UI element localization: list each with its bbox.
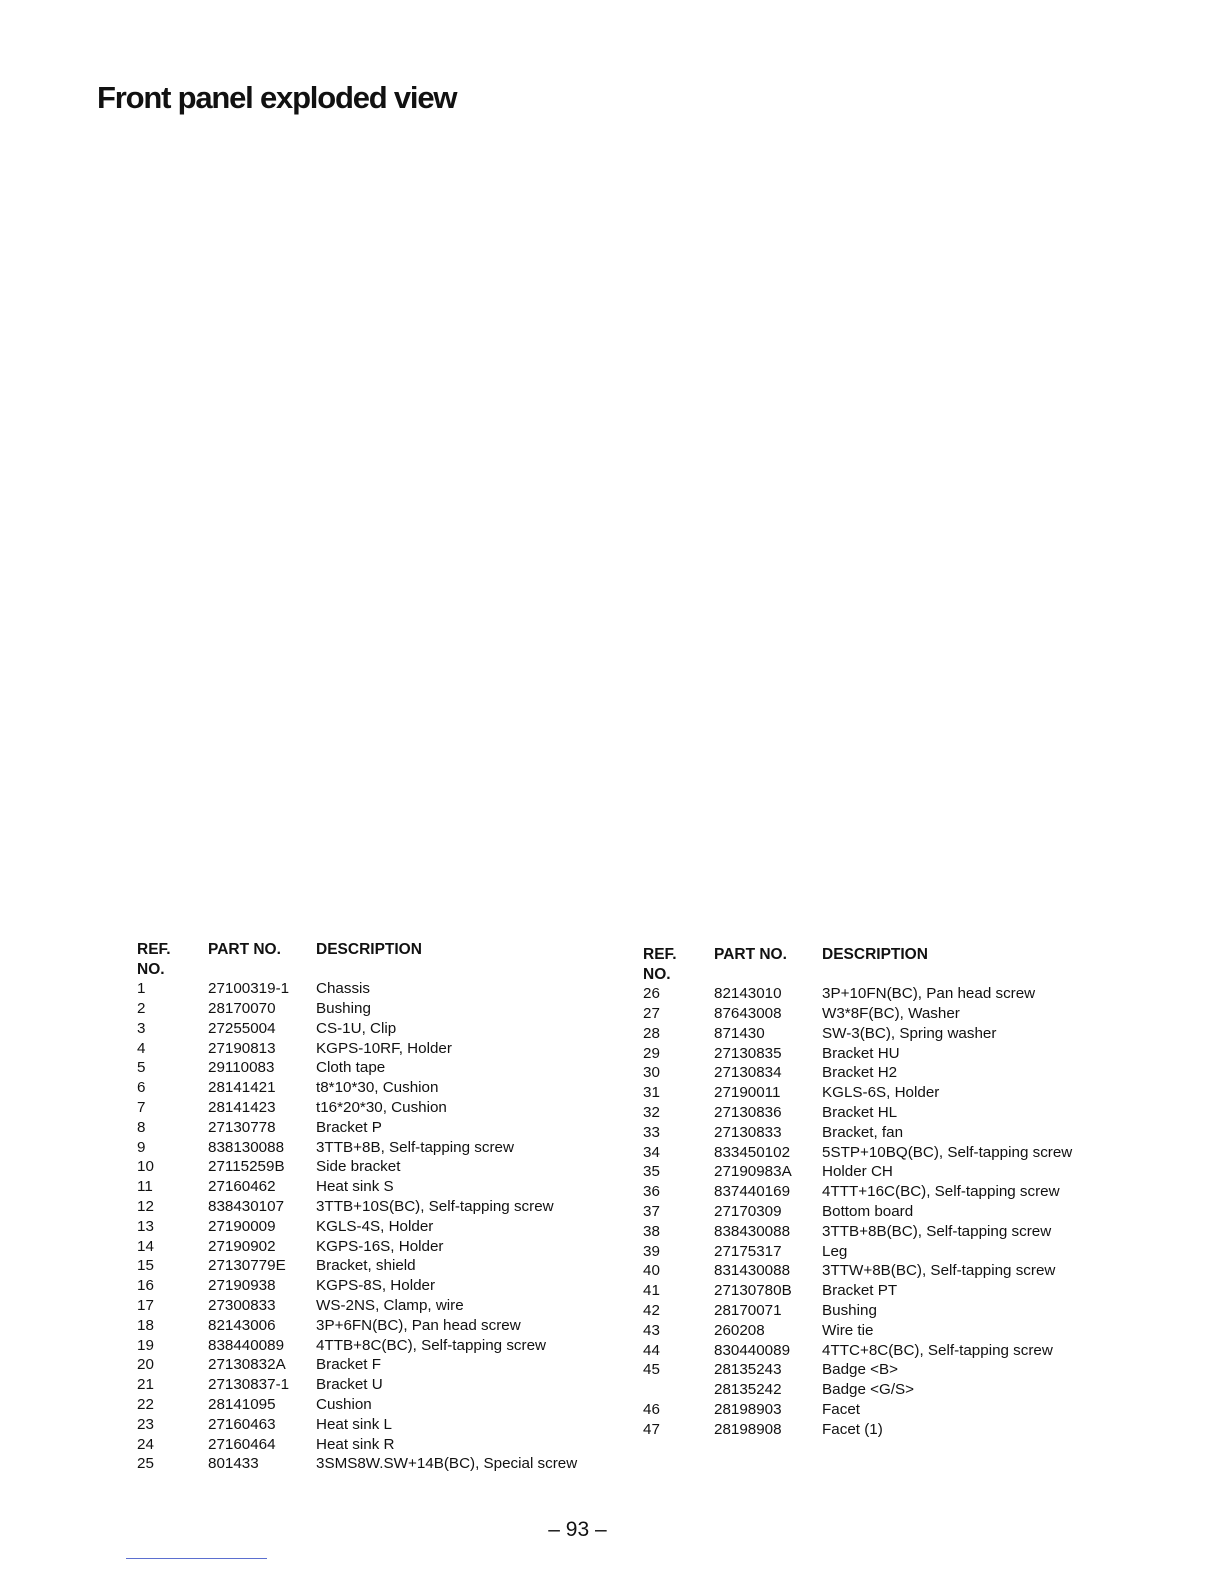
ref-no-cell: 13 [137, 1217, 154, 1235]
ref-no-cell: 32 [643, 1103, 660, 1121]
ref-no-cell: 41 [643, 1282, 660, 1300]
part-no-cell: 27160464 [208, 1435, 276, 1453]
part-no-cell: 27130780B [714, 1282, 792, 1300]
ref-no-cell: 2 [137, 999, 146, 1017]
part-no-cell: 838130088 [208, 1138, 285, 1156]
table-row [137, 1197, 606, 1217]
description-cell: KGPS-16S, Holder [316, 1237, 444, 1255]
parts-list-body-left [137, 979, 606, 1474]
part-no-cell: 28198908 [714, 1420, 782, 1438]
table-row [643, 984, 1112, 1004]
ref-no-cell: 42 [643, 1301, 660, 1319]
part-no-cell: 27130834 [714, 1064, 782, 1082]
ref-no-cell: 40 [643, 1262, 660, 1280]
part-no-cell: 27130832A [208, 1356, 286, 1374]
description-cell: Chassis [316, 980, 371, 998]
description-cell: 3SMS8W.SW+14B(BC), Special screw [316, 1455, 578, 1473]
ref-no-cell: 37 [643, 1202, 660, 1220]
table-row [137, 1296, 606, 1316]
description-cell: 4TTC+8C(BC), Self-tapping screw [822, 1341, 1053, 1359]
page-number: – 93 – [548, 1518, 607, 1541]
ref-no-cell: 35 [643, 1163, 660, 1181]
ref-no-cell: 47 [643, 1420, 660, 1438]
part-no-cell: 830440089 [714, 1341, 791, 1359]
table-row [643, 1321, 1112, 1341]
description-cell: Heat sink L [316, 1415, 392, 1433]
ref-no-header [643, 945, 714, 984]
description-cell: t16*20*30, Cushion [316, 1098, 447, 1116]
part-no-cell: 27160462 [208, 1178, 276, 1196]
description-cell: W3*8F(BC), Washer [822, 1004, 960, 1022]
part-no-cell: 28170070 [208, 999, 276, 1017]
ref-no-cell: 39 [643, 1242, 660, 1260]
ref-no-cell: 24 [137, 1435, 154, 1453]
ref-no-cell: 28 [643, 1024, 660, 1042]
description-cell: Bracket P [316, 1118, 382, 1136]
description-cell: t8*10*30, Cushion [316, 1079, 439, 1097]
ref-no-cell: 17 [137, 1296, 154, 1314]
description-cell: KGPS-8S, Holder [316, 1277, 436, 1295]
description-cell: Bracket PT [822, 1282, 898, 1300]
table-row [643, 1083, 1112, 1103]
description-cell: WS-2NS, Clamp, wire [316, 1296, 464, 1314]
part-no-header: PART NO. [714, 946, 787, 963]
part-no-cell: 27190813 [208, 1039, 276, 1057]
ref-no-cell: 34 [643, 1143, 660, 1161]
part-no-cell: 82143010 [714, 985, 782, 1003]
description-cell: Heat sink R [316, 1435, 395, 1453]
ref-no-cell: 1 [137, 980, 146, 998]
table-row [643, 1400, 1112, 1420]
ref-no-cell: 15 [137, 1257, 154, 1275]
table-row [643, 1162, 1112, 1182]
table-row [137, 1395, 606, 1415]
description-cell: Bracket F [316, 1356, 381, 1374]
ref-no-cell: 27 [643, 1004, 660, 1022]
parts-list-body-right [643, 984, 1112, 1439]
description-cell: Bracket, fan [822, 1123, 904, 1141]
part-no-cell: 838430088 [714, 1222, 791, 1240]
ref-no-cell: 38 [643, 1222, 660, 1240]
table-row [137, 1454, 606, 1474]
table-row [137, 1078, 606, 1098]
part-no-cell: 27100319-1 [208, 980, 290, 998]
description-cell: Holder CH [822, 1163, 893, 1181]
table-row [643, 1242, 1112, 1262]
table-row [643, 1222, 1112, 1242]
parts-list-table-left [137, 940, 606, 1474]
description-cell: Bracket H2 [822, 1064, 898, 1082]
table-row [643, 1063, 1112, 1083]
table-row [137, 1217, 606, 1237]
ref-no-cell: 30 [643, 1064, 660, 1082]
table-row [137, 1435, 606, 1455]
part-no-cell: 27130779E [208, 1257, 286, 1275]
ref-no-cell: 45 [643, 1361, 660, 1379]
description-cell: Bracket HL [822, 1103, 898, 1121]
description-cell: Badge <B> [822, 1361, 899, 1379]
description-cell: Leg [822, 1242, 848, 1260]
part-no-cell: 28141421 [208, 1079, 276, 1097]
table-row [643, 1024, 1112, 1044]
ref-no-cell [643, 1380, 714, 1400]
table-row [137, 1375, 606, 1395]
ref-no-cell: 20 [137, 1356, 154, 1374]
ref-no-cell: 44 [643, 1341, 660, 1359]
part-no-cell: 801433 [208, 1455, 259, 1473]
description-cell: 5STP+10BQ(BC), Self-tapping screw [822, 1143, 1073, 1161]
ref-no-cell: 8 [137, 1118, 146, 1136]
description-cell: Wire tie [822, 1321, 874, 1339]
no-header-label: NO. [137, 960, 165, 978]
description-cell: 3TTB+8B(BC), Self-tapping screw [822, 1222, 1052, 1240]
table-row [137, 1316, 606, 1336]
table-row [137, 1336, 606, 1356]
table-row [137, 1256, 606, 1276]
part-no-cell: 27130833 [714, 1123, 782, 1141]
part-no-cell: 27115259B [208, 1158, 285, 1176]
part-no-cell: 27190902 [208, 1237, 276, 1255]
part-no-cell: 29110083 [208, 1059, 275, 1077]
part-no-cell: 27130836 [714, 1103, 782, 1121]
page-title: Front panel exploded view [97, 80, 457, 115]
description-cell: 4TTT+16C(BC), Self-tapping screw [822, 1183, 1060, 1201]
part-no-cell: 27190938 [208, 1277, 276, 1295]
description-cell: Facet (1) [822, 1420, 883, 1438]
ref-no-cell: 21 [137, 1376, 154, 1394]
description-cell: Bottom board [822, 1202, 914, 1220]
ref-no-cell: 19 [137, 1336, 154, 1354]
part-no-cell: 27130835 [714, 1044, 782, 1062]
no-header-label: NO. [643, 965, 671, 983]
bottom-rule [126, 1558, 267, 1559]
description-cell: Bracket HU [822, 1044, 900, 1062]
table-row [137, 1276, 606, 1296]
table-row [643, 1143, 1112, 1163]
part-no-cell: 27170309 [714, 1202, 782, 1220]
table-row [643, 1281, 1112, 1301]
table-row [137, 1415, 606, 1435]
part-no-cell: 28170071 [714, 1301, 782, 1319]
description-cell: KGPS-10RF, Holder [316, 1039, 452, 1057]
description-cell: Cloth tape [316, 1059, 386, 1077]
description-cell: 3TTB+10S(BC), Self-tapping screw [316, 1197, 554, 1215]
part-no-cell: 260208 [714, 1321, 765, 1339]
table-row [137, 979, 606, 999]
description-header: DESCRIPTION [822, 946, 928, 963]
part-no-cell: 831430088 [714, 1262, 791, 1280]
part-no-cell: 28135243 [714, 1361, 782, 1379]
description-cell: 3P+6FN(BC), Pan head screw [316, 1316, 521, 1334]
table-row [137, 1019, 606, 1039]
ref-no-header [137, 940, 208, 979]
ref-no-cell: 25 [137, 1455, 154, 1473]
description-cell: Bracket, shield [316, 1257, 416, 1275]
ref-no-cell: 46 [643, 1400, 660, 1418]
ref-no-cell: 23 [137, 1415, 154, 1433]
part-no-cell: 838440089 [208, 1336, 285, 1354]
table-row [137, 1177, 606, 1197]
table-row [643, 1103, 1112, 1123]
ref-no-cell: 43 [643, 1321, 660, 1339]
table-row [137, 1355, 606, 1375]
description-cell: KGLS-4S, Holder [316, 1217, 434, 1235]
description-cell: Bushing [316, 999, 371, 1017]
ref-no-cell: 18 [137, 1316, 154, 1334]
description-cell: Side bracket [316, 1158, 401, 1176]
ref-no-cell: 26 [643, 985, 660, 1003]
table-row [643, 1360, 1112, 1380]
part-no-cell: 27190983A [714, 1163, 792, 1181]
ref-no-cell: 3 [137, 1019, 146, 1037]
table-row [643, 1044, 1112, 1064]
ref-no-cell: 7 [137, 1098, 146, 1116]
ref-no-cell: 22 [137, 1395, 154, 1413]
part-no-cell: 87643008 [714, 1004, 782, 1022]
table-header-row [643, 945, 1112, 984]
part-no-header: PART NO. [208, 941, 281, 958]
ref-no-cell: 10 [137, 1158, 154, 1176]
description-cell: Bracket U [316, 1376, 383, 1394]
ref-no-cell: 29 [643, 1044, 660, 1062]
table-header-row [137, 940, 606, 979]
description-cell: Bushing [822, 1301, 877, 1319]
table-row [643, 1182, 1112, 1202]
table-row [137, 1237, 606, 1257]
part-no-cell: 28198903 [714, 1400, 782, 1418]
ref-header-label: REF. [643, 946, 677, 963]
part-no-cell: 27130778 [208, 1118, 276, 1136]
ref-no-cell: 16 [137, 1277, 154, 1295]
ref-no-cell: 6 [137, 1079, 146, 1097]
description-cell: Facet [822, 1400, 860, 1418]
description-cell: Heat sink S [316, 1178, 394, 1196]
part-no-cell: 27255004 [208, 1019, 276, 1037]
part-no-cell: 27190009 [208, 1217, 276, 1235]
part-no-cell: 82143006 [208, 1316, 276, 1334]
part-no-cell: 871430 [714, 1024, 765, 1042]
ref-no-cell: 4 [137, 1039, 146, 1057]
description-cell: 3P+10FN(BC), Pan head screw [822, 985, 1036, 1003]
parts-list-table-right [643, 945, 1112, 1440]
table-row [137, 999, 606, 1019]
ref-no-cell: 31 [643, 1084, 660, 1102]
description-cell: Cushion [316, 1395, 372, 1413]
ref-no-cell: 36 [643, 1183, 660, 1201]
table-row [137, 1098, 606, 1118]
table-row [643, 1261, 1112, 1281]
part-no-cell: 28135242 [714, 1381, 782, 1399]
table-row [643, 1301, 1112, 1321]
table-row [643, 1380, 1112, 1400]
part-no-cell: 27300833 [208, 1296, 276, 1314]
table-row [643, 1202, 1112, 1222]
table-row [137, 1138, 606, 1158]
ref-no-cell: 14 [137, 1237, 154, 1255]
table-row [643, 1420, 1112, 1440]
table-row [137, 1118, 606, 1138]
part-no-cell: 27130837-1 [208, 1376, 290, 1394]
description-cell: KGLS-6S, Holder [822, 1084, 940, 1102]
description-cell: Badge <G/S> [822, 1381, 915, 1399]
part-no-cell: 27160463 [208, 1415, 276, 1433]
part-no-cell: 28141423 [208, 1098, 276, 1116]
part-no-cell: 27190011 [714, 1084, 781, 1102]
description-cell: 4TTB+8C(BC), Self-tapping screw [316, 1336, 547, 1354]
part-no-cell: 833450102 [714, 1143, 791, 1161]
description-cell: CS-1U, Clip [316, 1019, 397, 1037]
description-cell: SW-3(BC), Spring washer [822, 1024, 997, 1042]
description-header: DESCRIPTION [316, 941, 422, 958]
part-no-cell: 27175317 [714, 1242, 782, 1260]
ref-no-cell: 12 [137, 1197, 154, 1215]
table-row [137, 1039, 606, 1059]
description-cell: 3TTW+8B(BC), Self-tapping screw [822, 1262, 1056, 1280]
table-row [643, 1123, 1112, 1143]
ref-no-cell: 11 [137, 1178, 153, 1196]
ref-no-cell: 5 [137, 1059, 146, 1077]
table-row [643, 1004, 1112, 1024]
table-row [137, 1058, 606, 1078]
part-no-cell: 838430107 [208, 1197, 285, 1215]
part-no-cell: 837440169 [714, 1183, 791, 1201]
ref-header-label: REF. [137, 941, 171, 958]
table-row [137, 1157, 606, 1177]
table-row [643, 1341, 1112, 1361]
part-no-cell: 28141095 [208, 1395, 276, 1413]
ref-no-cell: 9 [137, 1138, 146, 1156]
description-cell: 3TTB+8B, Self-tapping screw [316, 1138, 514, 1156]
ref-no-cell: 33 [643, 1123, 660, 1141]
